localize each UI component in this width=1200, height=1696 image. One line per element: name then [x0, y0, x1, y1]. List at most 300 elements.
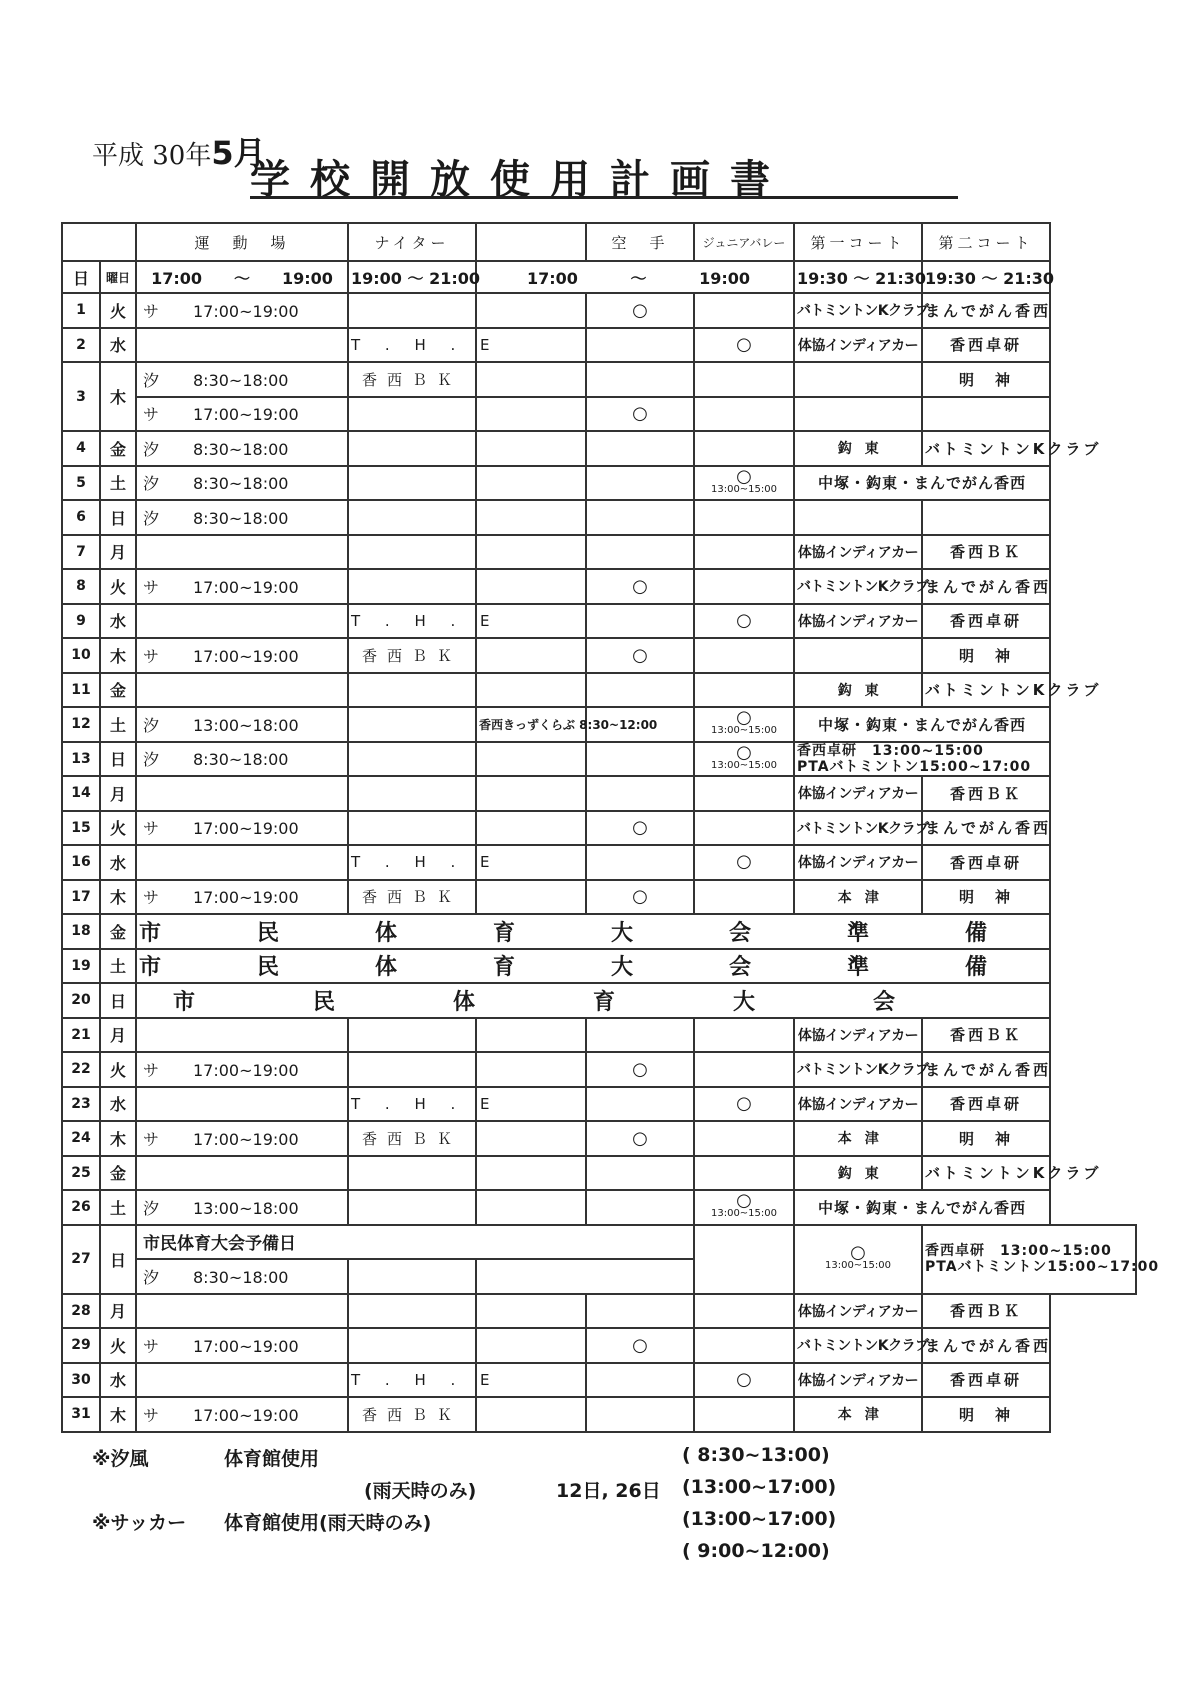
table-row — [62, 1087, 1136, 1122]
karate-cell — [586, 1397, 694, 1432]
day-cell: 14 — [62, 776, 100, 811]
weekday-cell: 土 — [100, 466, 136, 501]
col-karate: 空 手 — [586, 223, 694, 261]
karate-cell — [694, 1225, 794, 1294]
weekday-cell: 日 — [100, 983, 136, 1018]
extra-cell — [476, 293, 586, 328]
nighter-cell — [348, 1052, 476, 1087]
day-cell: 17 — [62, 880, 100, 915]
ground-time: 8:30~18:00 — [193, 439, 289, 459]
ground-cell — [136, 673, 348, 708]
court2-cell: まんでがん香西 — [922, 1328, 1050, 1363]
weekday-cell: 火 — [100, 811, 136, 846]
weekday-cell: 木 — [100, 638, 136, 673]
weekday-cell: 水 — [100, 328, 136, 363]
karate-cell: ○ — [586, 880, 694, 915]
ground-cell — [136, 1328, 348, 1363]
karate-cell: ○ — [586, 638, 694, 673]
ground-cell — [136, 707, 348, 742]
weekday-cell: 月 — [100, 1018, 136, 1053]
junior-volley-cell — [694, 1363, 794, 1398]
ground-cell — [136, 500, 348, 535]
ground-cell — [136, 1259, 348, 1294]
weekday-cell: 木 — [100, 362, 136, 431]
court1-cell: 体協インディアカー — [794, 845, 922, 880]
day-cell: 3 — [62, 362, 100, 431]
ground-cell — [136, 1121, 348, 1156]
junior-volley-cell — [694, 1190, 794, 1225]
karate-cell — [586, 535, 694, 570]
junior-volley-cell — [694, 535, 794, 570]
court2-cell: 香西ＢＫ — [922, 1294, 1050, 1329]
junior-volley-cell — [694, 1156, 794, 1191]
weekday-cell: 木 — [100, 1397, 136, 1432]
day-cell: 4 — [62, 431, 100, 466]
karate-cell — [586, 1190, 694, 1225]
court2-cell: 香西卓研 — [922, 328, 1050, 363]
extra-cell — [476, 1018, 586, 1053]
ground-time: 17:00~19:00 — [193, 577, 299, 597]
table-row — [62, 845, 1136, 880]
karate-cell: ○ — [586, 293, 694, 328]
weekday-cell: 土 — [100, 949, 136, 984]
junior-volley-time: 13:00~15:00 — [824, 1260, 891, 1271]
time-nighter: 19:00 ～ 21:00 — [348, 261, 476, 293]
table-row — [62, 1052, 1136, 1087]
karate-cell — [586, 362, 694, 397]
junior-volley-cell — [694, 1018, 794, 1053]
table-row — [62, 431, 1136, 466]
weekday-cell: 火 — [100, 1052, 136, 1087]
nighter-cell: T . H . E — [348, 1363, 476, 1398]
note3-text: 体育館使用(雨天時のみ) — [224, 1512, 432, 1534]
col-ground: 運 動 場 — [136, 223, 348, 261]
table-row — [62, 673, 1136, 708]
court1-cell: 本 津 — [794, 1121, 922, 1156]
karate-cell — [586, 500, 694, 535]
court-combined-line: PTAバトミントン15:00~17:00 — [925, 1259, 1160, 1275]
ground-code: サ — [143, 1129, 160, 1149]
ground-cell — [136, 328, 348, 363]
court1-cell: 体協インディアカー — [794, 1018, 922, 1053]
day-cell: 18 — [62, 914, 100, 949]
ground-cell — [136, 604, 348, 639]
note2-text: (雨天時のみ) — [364, 1480, 477, 1502]
nighter-cell — [348, 535, 476, 570]
day-cell: 30 — [62, 1363, 100, 1398]
court1-cell: 体協インディアカー — [794, 535, 922, 570]
ground-code: サ — [143, 646, 160, 666]
junior-volley-mark: ○ — [736, 609, 752, 631]
court2-cell: 香西卓研 — [922, 1363, 1050, 1398]
junior-volley-mark: ○ — [736, 1190, 752, 1212]
col-junior-volley: ジュニアバレー — [694, 223, 794, 261]
junior-volley-cell — [694, 638, 794, 673]
time-shared — [476, 261, 794, 293]
court2-cell: 香西ＢＫ — [922, 1018, 1050, 1053]
nighter-cell: 香西ＢＫ — [348, 1397, 476, 1432]
court2-cell: 明 神 — [922, 1397, 1050, 1432]
ground-time: 8:30~18:00 — [193, 750, 289, 770]
ground-code: 汐 — [143, 1267, 160, 1287]
day-cell: 25 — [62, 1156, 100, 1191]
ground-code: サ — [143, 1405, 160, 1425]
day-cell: 24 — [62, 1121, 100, 1156]
nighter-cell: T . H . E — [348, 845, 476, 880]
junior-volley-time: 13:00~15:00 — [710, 1208, 777, 1220]
karate-cell — [586, 604, 694, 639]
col-blank — [476, 223, 586, 261]
table-row — [62, 776, 1136, 811]
nighter-cell: 香西ＢＫ — [348, 638, 476, 673]
table-row — [62, 1121, 1136, 1156]
junior-volley-mark: ○ — [850, 1242, 866, 1263]
day-cell: 1 — [62, 293, 100, 328]
weekday-cell: 月 — [100, 535, 136, 570]
time-shared-end: 19:00 — [699, 268, 751, 288]
court1-cell: 体協インディアカー — [794, 776, 922, 811]
weekday-cell: 金 — [100, 914, 136, 949]
nighter-cell — [348, 707, 476, 742]
table-row — [62, 983, 1136, 1018]
day-cell: 19 — [62, 949, 100, 984]
ground-cell — [136, 1190, 348, 1225]
table-row — [62, 293, 1136, 328]
ground-time: 8:30~18:00 — [193, 1267, 289, 1287]
junior-volley-time: 13:00~15:00 — [710, 759, 777, 771]
corner-cell — [62, 223, 136, 261]
day-cell: 28 — [62, 1294, 100, 1329]
junior-volley-cell — [694, 811, 794, 846]
karate-cell — [586, 776, 694, 811]
ground-code: サ — [143, 1336, 160, 1356]
court2-cell — [922, 500, 1050, 535]
note1-label: ※汐風 — [92, 1448, 149, 1470]
court-combined-cell: 中塚・鈎東・まんでがん香西 — [794, 707, 1050, 742]
col-court1: 第一コート — [794, 223, 922, 261]
court1-cell: バトミントンKクラブ — [794, 811, 922, 846]
junior-volley-cell — [694, 466, 794, 501]
junior-volley-mark: ○ — [736, 741, 752, 763]
weekday-cell: 日 — [100, 1225, 136, 1294]
extra-cell — [476, 1052, 586, 1087]
junior-volley-cell — [694, 742, 794, 777]
note3-label: ※サッカー — [92, 1512, 187, 1534]
court1-cell: バトミントンKクラブ — [794, 1328, 922, 1363]
ground-cell — [136, 1018, 348, 1053]
court2-cell: バトミントンKクラブ — [922, 673, 1050, 708]
junior-volley-cell — [694, 397, 794, 432]
ground-cell — [136, 776, 348, 811]
ground-code: 汐 — [143, 370, 160, 390]
table-row — [62, 742, 1136, 777]
weekday-cell: 火 — [100, 569, 136, 604]
table-row — [62, 1190, 1136, 1225]
ground-code: サ — [143, 819, 160, 839]
day-cell: 13 — [62, 742, 100, 777]
ground-cell — [136, 1397, 348, 1432]
court1-cell: 鈎 東 — [794, 1156, 922, 1191]
ground-code: サ — [143, 577, 160, 597]
ground-cell — [136, 466, 348, 501]
nighter-cell — [348, 1190, 476, 1225]
extra-cell — [476, 1328, 586, 1363]
note2-time: (13:00~17:00) — [682, 1476, 837, 1498]
court2-cell: まんでがん香西 — [922, 569, 1050, 604]
ground-cell — [136, 1087, 348, 1122]
court2-cell: 香西卓研 — [922, 1087, 1050, 1122]
table-row — [62, 1225, 1136, 1260]
nighter-cell — [348, 1328, 476, 1363]
ground-code: サ — [143, 301, 160, 321]
table-row — [62, 1328, 1136, 1363]
ground-code: 汐 — [143, 474, 160, 494]
karate-cell — [586, 1087, 694, 1122]
nighter-cell — [348, 1259, 476, 1294]
karate-cell — [586, 1156, 694, 1191]
court-combined-line: 香西卓研 13:00~15:00 — [925, 1243, 1112, 1259]
table-row — [62, 604, 1136, 639]
court2-cell: まんでがん香西 — [922, 1052, 1050, 1087]
karate-cell: ○ — [586, 397, 694, 432]
nighter-cell: T . H . E — [348, 1087, 476, 1122]
table-row — [62, 811, 1136, 846]
junior-volley-cell — [694, 776, 794, 811]
ground-time: 17:00~19:00 — [193, 1336, 299, 1356]
junior-volley-mark: ○ — [736, 851, 752, 873]
weekday-cell: 金 — [100, 431, 136, 466]
table-row — [62, 1156, 1136, 1191]
weekday-cell: 木 — [100, 880, 136, 915]
table-row — [62, 707, 1136, 742]
court1-cell: バトミントンKクラブ — [794, 569, 922, 604]
ground-cell — [136, 431, 348, 466]
note3-time: (13:00~17:00) — [682, 1508, 837, 1530]
ground-cell — [136, 742, 348, 777]
day-label: 日 — [62, 261, 100, 293]
junior-volley-cell — [694, 1087, 794, 1122]
nighter-cell — [348, 742, 476, 777]
nighter-cell — [348, 466, 476, 501]
karate-cell: ○ — [586, 569, 694, 604]
karate-cell — [586, 431, 694, 466]
time-shared-start: 17:00 — [527, 268, 578, 288]
extra-cell — [476, 1121, 586, 1156]
court1-cell — [794, 500, 922, 535]
day-cell: 2 — [62, 328, 100, 363]
weekday-cell: 金 — [100, 673, 136, 708]
extra-cell — [476, 880, 586, 915]
court1-cell: 体協インディアカー — [794, 1087, 922, 1122]
day-cell: 16 — [62, 845, 100, 880]
junior-volley-cell — [694, 880, 794, 915]
ground-time: 17:00~19:00 — [193, 301, 299, 321]
court-combined-cell — [922, 1225, 1160, 1294]
ground-code: サ — [143, 405, 160, 425]
ground-time: 8:30~18:00 — [193, 508, 289, 528]
day-cell: 27 — [62, 1225, 100, 1294]
karate-cell — [586, 1363, 694, 1398]
court2-cell: バトミントンKクラブ — [922, 431, 1050, 466]
event-cell: 市民体育大会準備 — [136, 949, 1050, 984]
nighter-cell — [348, 431, 476, 466]
ground-code: 汐 — [143, 439, 160, 459]
nighter-cell — [348, 500, 476, 535]
junior-volley-cell — [694, 328, 794, 363]
extra-cell — [476, 1190, 586, 1225]
table-row — [62, 466, 1136, 501]
extra-cell — [476, 569, 586, 604]
ground-code: 汐 — [143, 1198, 160, 1218]
ground-cell — [136, 880, 348, 915]
junior-volley-mark: ○ — [736, 465, 752, 487]
table-row — [62, 569, 1136, 604]
junior-volley-cell — [694, 1328, 794, 1363]
time-ground: 17:00 ～ 19:00 — [136, 261, 348, 293]
nighter-cell — [348, 569, 476, 604]
ground-cell — [136, 1363, 348, 1398]
ground-time: 17:00~19:00 — [193, 405, 299, 425]
table-row — [62, 1363, 1136, 1398]
extra-cell — [476, 466, 586, 501]
ground-code: サ — [143, 888, 160, 908]
table-row — [62, 535, 1136, 570]
day-cell: 6 — [62, 500, 100, 535]
reserve-day-cell: 市民体育大会予備日 — [136, 1225, 694, 1260]
nighter-cell: 香西ＢＫ — [348, 1121, 476, 1156]
table-row — [62, 1018, 1136, 1053]
extra-cell — [476, 811, 586, 846]
extra-cell — [476, 1156, 586, 1191]
court1-cell: 体協インディアカー — [794, 1363, 922, 1398]
table-row — [62, 500, 1136, 535]
court2-cell: まんでがん香西 — [922, 811, 1050, 846]
note4-time: ( 9:00~12:00) — [682, 1540, 830, 1562]
court1-cell: バトミントンKクラブ — [794, 293, 922, 328]
ground-cell — [136, 569, 348, 604]
karate-cell — [586, 845, 694, 880]
day-cell: 9 — [62, 604, 100, 639]
table-row — [62, 362, 1136, 397]
ground-time: 17:00~19:00 — [193, 1405, 299, 1425]
karate-cell — [586, 1018, 694, 1053]
day-cell: 20 — [62, 983, 100, 1018]
nighter-cell: 香西ＢＫ — [348, 362, 476, 397]
ground-time: 17:00~19:00 — [193, 888, 299, 908]
day-cell: 12 — [62, 707, 100, 742]
court1-cell: 鈎 東 — [794, 431, 922, 466]
extra-cell — [476, 776, 586, 811]
karate-cell — [586, 328, 694, 363]
ground-time: 8:30~18:00 — [193, 474, 289, 494]
nighter-cell: 香西ＢＫ — [348, 880, 476, 915]
ground-cell — [136, 638, 348, 673]
court2-cell: バトミントンKクラブ — [922, 1156, 1050, 1191]
ground-code: 汐 — [143, 715, 160, 735]
weekday-cell: 水 — [100, 604, 136, 639]
weekday-cell: 水 — [100, 1087, 136, 1122]
court2-cell: 明 神 — [922, 638, 1050, 673]
era-year: 平成 30年 — [92, 141, 212, 171]
table-row — [62, 638, 1136, 673]
weekday-label: 曜日 — [100, 261, 136, 293]
ground-time: 8:30~18:00 — [193, 370, 289, 390]
table-row — [62, 1294, 1136, 1329]
court2-cell: 香西卓研 — [922, 845, 1050, 880]
extra-cell: 香西きっずくらぶ 8:30~12:00 — [476, 707, 586, 742]
court2-cell: 香西ＢＫ — [922, 535, 1050, 570]
karate-cell — [586, 673, 694, 708]
court-combined-cell: 中塚・鈎東・まんでがん香西 — [794, 466, 1050, 501]
extra-cell — [476, 638, 586, 673]
ground-time: 17:00~19:00 — [193, 1129, 299, 1149]
extra-cell — [476, 673, 586, 708]
court-combined-line: PTAバトミントン15:00~17:00 — [797, 758, 1032, 775]
court-combined-cell — [794, 742, 1050, 777]
notes — [92, 1444, 1092, 1584]
junior-volley-mark: ○ — [736, 333, 752, 355]
junior-volley-cell — [694, 362, 794, 397]
extra-cell — [476, 397, 586, 432]
day-cell: 26 — [62, 1190, 100, 1225]
ground-code: 汐 — [143, 750, 160, 770]
court2-cell: 明 神 — [922, 880, 1050, 915]
day-cell: 23 — [62, 1087, 100, 1122]
court1-cell — [794, 638, 922, 673]
extra-cell — [476, 362, 586, 397]
time-shared-sep: ～ — [630, 268, 647, 288]
day-cell: 5 — [62, 466, 100, 501]
junior-volley-cell — [694, 673, 794, 708]
court1-cell — [794, 397, 922, 432]
table-row-sub — [62, 397, 1136, 432]
note2-days: 12日, 26日 — [556, 1480, 661, 1502]
nighter-cell — [348, 293, 476, 328]
junior-volley-cell — [694, 707, 794, 742]
page-title: 学校開放使用計画書 — [250, 156, 790, 203]
ground-cell — [136, 845, 348, 880]
karate-cell: ○ — [586, 1328, 694, 1363]
col-court2: 第二コート — [922, 223, 1050, 261]
junior-volley-mark: ○ — [736, 1092, 752, 1114]
day-cell: 29 — [62, 1328, 100, 1363]
time-court1: 19:30 ～ 21:30 — [794, 261, 922, 293]
court-combined-line: 香西卓研 13:00~15:00 — [797, 742, 984, 759]
header-row-times — [62, 261, 1136, 293]
ground-cell — [136, 397, 348, 432]
day-cell: 7 — [62, 535, 100, 570]
day-cell: 8 — [62, 569, 100, 604]
ground-time: 17:00~19:00 — [193, 819, 299, 839]
extra-cell — [476, 500, 586, 535]
ground-cell — [136, 1156, 348, 1191]
court1-cell: 本 津 — [794, 880, 922, 915]
court1-cell: 体協インディアカー — [794, 604, 922, 639]
weekday-cell: 月 — [100, 1294, 136, 1329]
weekday-cell: 日 — [100, 742, 136, 777]
table-row — [62, 949, 1136, 984]
junior-volley-cell — [694, 604, 794, 639]
junior-volley-cell — [694, 569, 794, 604]
title-underline — [250, 196, 958, 199]
court2-cell: 香西卓研 — [922, 604, 1050, 639]
nighter-cell — [348, 1156, 476, 1191]
court2-cell: 明 神 — [922, 1121, 1050, 1156]
ground-code: サ — [143, 1060, 160, 1080]
extra-cell — [476, 431, 586, 466]
ground-cell — [136, 811, 348, 846]
col-nighter: ナイター — [348, 223, 476, 261]
